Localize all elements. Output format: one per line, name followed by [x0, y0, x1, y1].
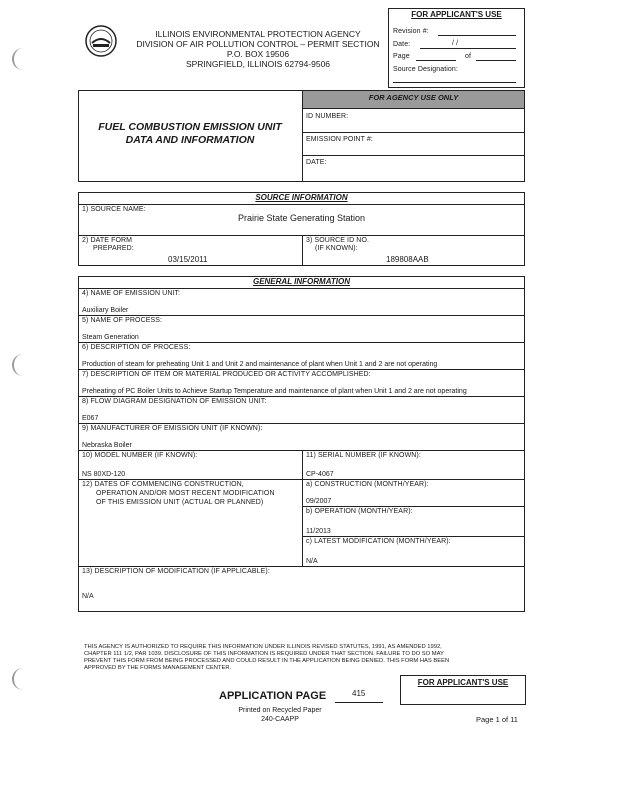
q11-value[interactable]: CP-4067 [306, 471, 334, 478]
footer-applicant-title: FOR APPLICANT'S USE [417, 678, 509, 687]
q6-label: 6) DESCRIPTION OF PROCESS: [82, 344, 191, 351]
page-input[interactable] [416, 60, 456, 61]
legal-notice-line2: CHAPTER 111 1/2, PAR 1039. DISCLOSURE OF THIS INFORMATION IS REQUIRED UNDER THAT SECTION. FAILURE TO DO SO MAY [84, 651, 444, 657]
source-information-header: SOURCE INFORMATION [255, 193, 348, 202]
agency-city: SPRINGFIELD, ILLINOIS 62794-9506 [185, 59, 331, 69]
revision-label: Revision #: [393, 28, 429, 35]
agency-name: ILLINOIS ENVIRONMENTAL PROTECTION AGENCY [155, 29, 361, 39]
q5-label: 5) NAME OF PROCESS: [82, 317, 163, 324]
page-number: Page 1 of 11 [476, 715, 518, 724]
q6-value[interactable]: Production of steam for preheating Unit 1 and Unit 2 and maintenance of plant when Unit 1 and 2 are not operating [82, 361, 438, 368]
form-title-line1: FUEL COMBUSTION EMISSION UNIT [98, 121, 282, 133]
q8-label: 8) FLOW DIAGRAM DESIGNATION OF EMISSION UNIT: [82, 398, 267, 405]
q12-label-3: OF THIS EMISSION UNIT (ACTUAL OR PLANNED) [96, 499, 264, 506]
form-code: 240-CAAPP [261, 716, 299, 723]
source-designation-label: Source Designation: [393, 66, 458, 73]
agency-use-title: FOR AGENCY USE ONLY [368, 93, 459, 102]
date-form-label-2: PREPARED: [93, 245, 134, 252]
q12c-value[interactable]: N/A [306, 558, 318, 565]
q10-label: 10) MODEL NUMBER (IF KNOWN): [82, 452, 198, 459]
q13-value[interactable]: N/A [82, 593, 94, 600]
id-number-label: ID NUMBER: [306, 113, 349, 120]
binder-hole-mark [12, 48, 24, 70]
q12-label: 12) DATES OF COMMENCING CONSTRUCTION, [82, 481, 244, 488]
date-label: Date: [393, 41, 411, 48]
q4-value[interactable]: Auxiliary Boiler [82, 307, 129, 314]
legal-notice-line1: THIS AGENCY IS AUTHORIZED TO REQUIRE THIS INFORMATION UNDER ILLINOIS REVISED STATUTES, 1991, AS AMENDED 1992, [84, 644, 442, 650]
agency-division: DIVISION OF AIR POLLUTION CONTROL – PERMIT SECTION [136, 39, 380, 49]
source-id-label: 3) SOURCE ID NO. [306, 237, 370, 244]
q12b-label: b) OPERATION (MONTH/YEAR): [306, 508, 413, 515]
application-page-label: APPLICATION PAGE [219, 690, 327, 702]
q5-value[interactable]: Steam Generation [82, 334, 139, 341]
q11-label: 11) SERIAL NUMBER (IF KNOWN): [306, 452, 421, 459]
applicant-use-title: FOR APPLICANT'S USE [411, 10, 502, 19]
legal-notice-line3: PREVENT THIS FORM FROM BEING PROCESSED AND COULD RESULT IN THE APPLICATION BEING DENIED. THIS FORM HAS BEEN [84, 658, 450, 664]
q12c-label: c) LATEST MODIFICATION (MONTH/YEAR): [306, 538, 451, 545]
illinois-epa-seal-icon [84, 24, 118, 58]
source-id-value[interactable]: 189808AAB [386, 255, 429, 264]
page-label: Page [393, 53, 410, 60]
q12a-value[interactable]: 09/2007 [306, 498, 332, 505]
q9-value[interactable]: Nebraska Boiler [82, 442, 132, 449]
application-page-value[interactable]: 415 [352, 689, 366, 698]
q7-value[interactable]: Preheating of PC Boiler Units to Achieve Startup Temperature and maintenance of plant when Unit 1 and 2 are not operating [82, 388, 467, 395]
binder-hole-mark [12, 668, 24, 690]
source-name-value[interactable]: Prairie State Generating Station [237, 213, 366, 223]
legal-notice-line4: APPROVED BY THE FORMS MANAGEMENT CENTER. [84, 665, 232, 671]
page-total-input[interactable] [476, 60, 516, 61]
date-input[interactable] [420, 48, 516, 49]
source-id-label-2: (IF KNOWN): [315, 245, 358, 252]
date-form-value[interactable]: 03/15/2011 [168, 255, 208, 264]
form-title-line2: DATA AND INFORMATION [125, 134, 255, 146]
binder-hole-mark [12, 354, 24, 376]
q13-label: 13) DESCRIPTION OF MODIFICATION (IF APPLICABLE): [82, 568, 270, 575]
revision-input[interactable] [438, 35, 516, 36]
q12-label-2: OPERATION AND/OR MOST RECENT MODIFICATION [96, 490, 275, 497]
q12b-value[interactable]: 11/2013 [306, 528, 331, 535]
agency-po-box: P.O. BOX 19506 [226, 49, 290, 59]
q8-value[interactable]: E067 [82, 415, 99, 422]
q7-label: 7) DESCRIPTION OF ITEM OR MATERIAL PRODUCED OR ACTIVITY ACCOMPLISHED: [82, 371, 371, 378]
q12a-label: a) CONSTRUCTION (MONTH/YEAR): [306, 481, 429, 488]
general-information-header: GENERAL INFORMATION [252, 277, 351, 286]
emission-point-label: EMISSION POINT #: [306, 136, 373, 143]
agency-date-label: DATE: [306, 159, 327, 166]
of-label: of [465, 53, 472, 60]
q4-label: 4) NAME OF EMISSION UNIT: [82, 290, 181, 297]
date-form-label: 2) DATE FORM [82, 237, 133, 244]
q9-label: 9) MANUFACTURER OF EMISSION UNIT (IF KNOWN): [82, 425, 263, 432]
date-separator: / / [452, 40, 459, 47]
source-designation-input[interactable] [393, 82, 516, 83]
q10-value[interactable]: NS 80XD-120 [82, 471, 126, 478]
source-name-label: 1) SOURCE NAME: [82, 206, 146, 213]
printed-on-recycled-paper: Printed on Recycled Paper [238, 707, 322, 714]
